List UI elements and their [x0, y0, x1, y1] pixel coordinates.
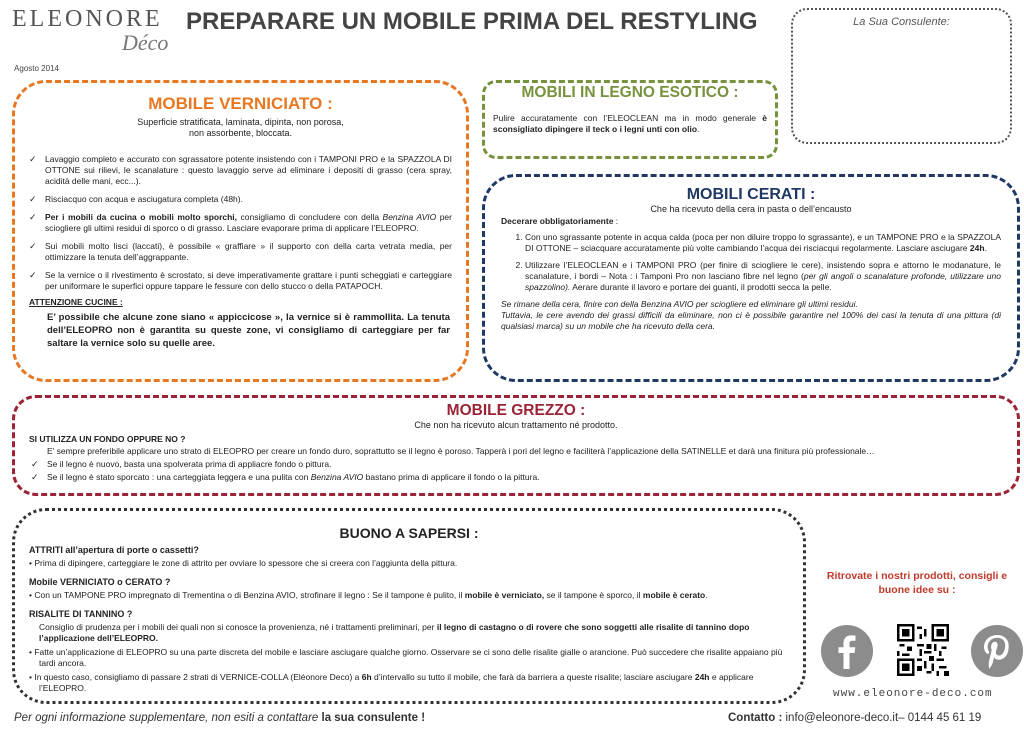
attention-title: ATTENZIONE CUCINE : [29, 297, 123, 307]
list-item: ✓ Per i mobili da cucina o mobili molto sporchi, consigliamo di concludere con della Benzina AVIO per sciogliere gli ultimi residui di sporco o di grasso. Lasciare evaporare prima di applicare l’ELEOPRO. [29, 212, 452, 234]
buono-answer-3c: • In questo caso, consigliamo di passare 2 strati di VERNICE-COLLA (Eléonore Deco) a 6h d’intervallo su tutto il mobile, che farà da barriera a queste risalite; lasciare asciugare 24h e applicare l’ELEOPRO. [29, 672, 754, 693]
grezzo-title: MOBILE GREZZO : [446, 402, 586, 419]
page-title: PREPARARE UN MOBILE PRIMA DEL RESTYLING [186, 8, 758, 35]
buono-question-3: RISALITE DI TANNINO ? [29, 609, 133, 619]
logo-script: Déco [122, 30, 169, 55]
buono-answer-2: • Con un TAMPONE PRO impregnato di Trementina o di Benzina AVIO, strofinare il legno : Se il tampone è pulito, il mobile è verniciato, se il tampone è sporco, il mobile è cerato. [29, 590, 708, 600]
list-item: 2. Utilizzare l’ELEOCLEAN e i TAMPONI PRO (per finire di sciogliere le cere), insistendo sopra e attorno le modanature, le scanalature, i bordi – Nota : i Tamponi Pro non lasciano fibre nel legno (per gli angoli o scanalature profonde, utilizzare uno spazzolino). Aerare durante il lavoro e portare dei guanti, il prodotti secca la pelle. [525, 260, 1001, 293]
verniciato-title: MOBILE VERNICIATO : [148, 94, 333, 113]
verniciato-subtitle-1: Superficie stratificata, laminata, dipinta, non porosa, [137, 117, 344, 127]
list-item: ✓ Se la vernice o il rivestimento è scrostato, si deve imperativamente grattare i punti scheggiati e carteggiare per uniformare le superfici oppure tappare le fessure con dello stucco o della PATAPOCH. [29, 270, 452, 292]
document-date: Agosto 2014 [14, 64, 59, 73]
attention-text: E’ possibile che alcune zone siano « appiccicose », la vernice si è rammollita. La tenuta dell’ELEOPRO non è garantita su queste zone, vi consigliamo di carteggiare per far saltare la vernice solo su quelle aree. [47, 312, 450, 349]
list-item: ✓ Risciacquo con acqua e asciugatura completa (48h). [29, 194, 452, 205]
list-item: ✓ Se il legno è nuovo, basta una spolverata prima di appliacre fondo o pittura. [31, 459, 1017, 470]
cerati-subtitle: Che ha ricevuto della cera in pasta o dell’encausto [650, 204, 852, 214]
verniciato-section [12, 80, 469, 382]
logo-wordmark: ELEONORE [12, 6, 163, 32]
buono-section [12, 508, 806, 704]
verniciato-subtitle-2: non assorbente, bloccata. [188, 128, 293, 138]
cerati-section [482, 174, 1020, 382]
buono-question-2: Mobile VERNICIATO o CERATO ? [29, 577, 171, 587]
grezzo-section [12, 395, 1020, 496]
cerati-note-1: Se rimane della cera, finire con della Benzina AVIO per sciogliere ed eliminare gli ultimi residui. [501, 299, 858, 309]
buono-answer-1: • Prima di dipingere, carteggiare le zone di attrito per ovviare lo spessore che si creera con l’aggiunta della pittura. [29, 558, 458, 568]
footer-info: Per ogni informazione supplementare, non esiti a contattare la sua consulente ! [14, 712, 426, 724]
facebook-icon[interactable] [821, 625, 873, 677]
buono-question-1: ATTRITI all’apertura di porte o cassetti? [29, 545, 199, 555]
verniciato-list [29, 154, 452, 292]
buono-answer-3b: • Fatte un’applicazione di ELEOPRO su una parte discreta del mobile e lasciare asciugare qualche giorno. Osservare se ci sono delle risalite gialle o arancione. Può succedere che risalite appaiano più tardi ancora. [29, 647, 783, 668]
grezzo-subtitle: Che non ha ricevuto alcun trattamento né prodotto. [414, 420, 618, 430]
consultant-box [791, 8, 1012, 144]
list-item: ✓ Lavaggio completo e accurato con sgrassatore potente insistendo con i TAMPONI PRO e la SPAZZOLA DI OTTONE sui rilievi, le scanalature : questo lavaggio serve ad eliminare i depositi di grasso (cera spray, acidità delle mani, ecc...). [29, 154, 452, 187]
grezzo-list [31, 459, 1017, 483]
consultant-label: La Sua Consulente: [853, 16, 950, 28]
list-item: 1. Con uno sgrassante potente in acqua calda (poca per non diluire troppo lo sgrassante), e un TAMPONE PRO e la SPAZZOLA DI OTTONE – sciacquare accuratamente più volte cambiando l’acqua dei risciacqui regolarmente. Lasciare asciugare 24h. [525, 232, 1001, 254]
buono-title: BUONO A SAPERSI : [339, 525, 479, 541]
esotico-text: Pulire accuratamente con l’ELEOCLEAN ma in modo generale è sconsigliato dipingere il teck o i legni unti con olio. [493, 113, 767, 134]
cerati-title: MOBILI CERATI : [686, 186, 816, 203]
grezzo-line-1: E’ sempre preferibile applicare uno strato di ELEOPRO per creare un fondo duro, soprattutto se il legno è poroso. Tapperà i pori del legno e faciliterà l’applicazione della SATINELLE et darà una finitura più professionale… [47, 446, 875, 456]
social-promo-text: Ritrovate i nostri prodotti, consigli e buone idee su : [826, 570, 1008, 596]
qr-code-icon[interactable] [897, 624, 949, 676]
website-url[interactable]: www.eleonore-deco.com [833, 688, 993, 700]
list-item: ✓ Se il legno è stato sporcato : una carteggiata leggera e una pulita con Benzina AVIO bastano prima di applicare il fondo o la pittura. [31, 472, 1017, 483]
cerati-steps [503, 232, 1001, 293]
esotico-title: MOBILI IN LEGNO ESOTICO : [521, 84, 739, 101]
list-item: ✓ Sui mobili molto lisci (laccati), è possibile « graffiare » il supporto con della carta vetrata media, per ottimizzare la tenuta dell’aggrappante. [29, 241, 452, 263]
pinterest-icon[interactable] [971, 625, 1023, 677]
esotico-section [482, 80, 778, 159]
buono-answer-3: Consiglio di prudenza per i mobili dei quali non si conosce la provenienza, né i trattamenti preliminari, per il legno di castagno o di rovere che sono soggetti alle risalite di tannino dopo l’applicazione dell’ELEOPRO. [39, 622, 750, 643]
footer-contact: Contatto : info@eleonore-deco.it– 0144 45 61 19 [728, 712, 982, 724]
decerare-label: Decerare obbligatoriamente : [501, 216, 619, 226]
cerati-note-2: Tuttavia, le cere avendo dei grassi difficili da eliminare, non ci è possibile garantire nel 100% dei casi la tenuta di una pittura (di qualsiasi marca) su un mobile che ha ricevuto della cera. [501, 310, 1001, 331]
grezzo-question: SI UTILIZZA UN FONDO OPPURE NO ? [29, 434, 186, 444]
